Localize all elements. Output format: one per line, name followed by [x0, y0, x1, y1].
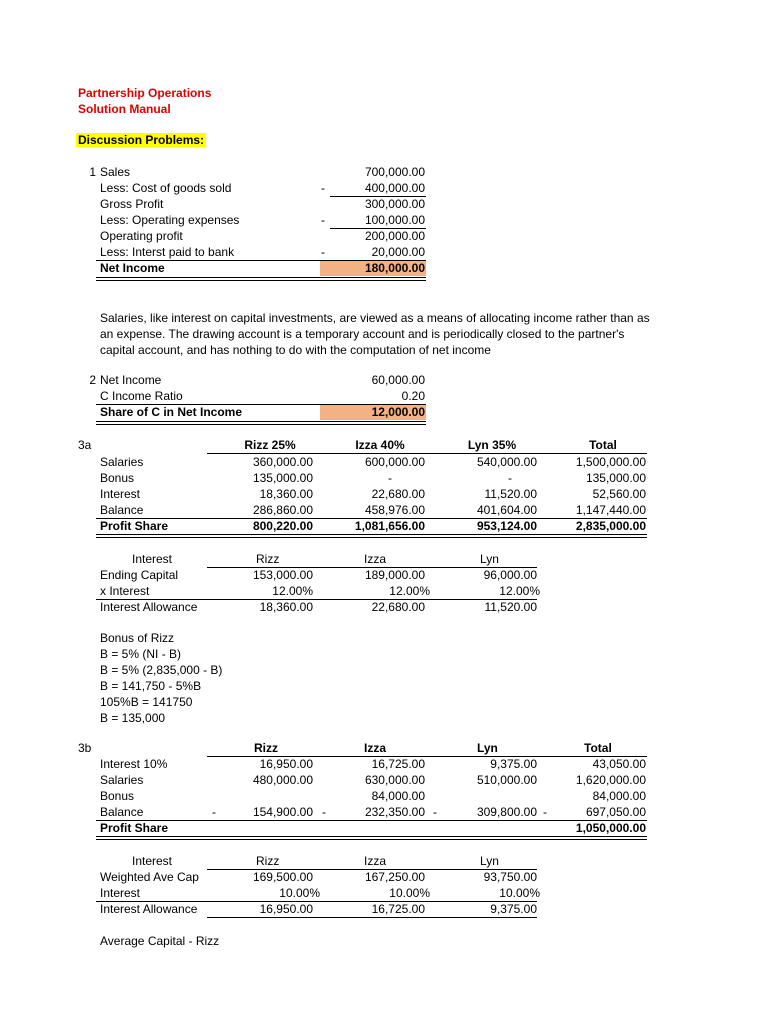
- p2-label: Net Income: [100, 373, 162, 387]
- cell: 1,081,656.00: [354, 519, 425, 533]
- cell: 1,050,000.00: [575, 821, 646, 835]
- p1-label: Gross Profit: [100, 197, 164, 211]
- double-underline: [96, 421, 426, 425]
- p1-value: 300,000.00: [364, 197, 425, 211]
- cell: 232,350.00: [364, 805, 425, 819]
- problem-number: 2: [89, 373, 96, 387]
- minus-sign: -: [321, 245, 325, 259]
- cell: 697,050.00: [585, 805, 646, 819]
- cell: 10.00%: [279, 886, 320, 900]
- col-header: Izza: [364, 854, 387, 868]
- minus-sign: -: [321, 181, 325, 195]
- problem-number: 3b: [78, 741, 92, 755]
- col-header: Total: [584, 741, 612, 755]
- problem-number: 3a: [78, 438, 92, 452]
- cell: 43,050.00: [592, 757, 646, 771]
- minus-sign: -: [212, 805, 216, 819]
- minus-sign: -: [433, 805, 437, 819]
- cell: 135,000.00: [585, 471, 646, 485]
- cell: -: [388, 471, 392, 485]
- cell: 154,900.00: [252, 805, 313, 819]
- underline: [207, 453, 647, 454]
- col-header: Rizz: [254, 741, 278, 755]
- cell: 18,360.00: [259, 600, 313, 614]
- cell: 800,220.00: [252, 519, 313, 533]
- col-header: Lyn: [480, 552, 499, 566]
- cell: 16,950.00: [259, 902, 313, 916]
- underline: [207, 917, 537, 918]
- bonus-line: B = 5% (2,835,000 - B): [100, 663, 223, 677]
- bonus-line: B = 5% (NI - B): [100, 647, 182, 661]
- minus-sign: -: [543, 805, 547, 819]
- minus-sign: -: [321, 213, 325, 227]
- cell: 12.00%: [499, 584, 540, 598]
- row-label: Salaries: [100, 455, 144, 469]
- cell: 22,680.00: [371, 487, 425, 501]
- row-label: Bonus: [100, 471, 135, 485]
- cell: 600,000.00: [364, 455, 425, 469]
- row-label: Profit Share: [100, 519, 169, 533]
- cell: 540,000.00: [476, 455, 537, 469]
- double-underline: [96, 277, 426, 281]
- cell: 135,000.00: [252, 471, 313, 485]
- cell: 630,000.00: [364, 773, 425, 787]
- row-label: x Interest: [100, 584, 150, 598]
- problem-number: 1: [89, 165, 96, 179]
- cell: 12.00%: [389, 584, 430, 598]
- col-header: Lyn: [480, 854, 499, 868]
- bonus-line: B = 141,750 - 5%B: [100, 679, 202, 693]
- cell: 10.00%: [499, 886, 540, 900]
- cell: 153,000.00: [252, 568, 313, 582]
- cell: 360,000.00: [252, 455, 313, 469]
- share-value: 12,000.00: [371, 405, 425, 419]
- cell: 953,124.00: [476, 519, 537, 533]
- p1-note: Salaries, like interest on capital investments, are viewed as a means of allocating income rather than as an expense. The drawing account is a temporary account and is periodically closed to the partner's capital account, and has nothing to do with the computation of net income: [100, 311, 650, 357]
- cell: 84,000.00: [592, 789, 646, 803]
- net-income-value: 180,000.00: [364, 261, 425, 275]
- row-label: Interest: [100, 487, 141, 501]
- minus-sign: -: [322, 805, 326, 819]
- cell: 16,950.00: [259, 757, 313, 771]
- col-header: Izza 40%: [355, 438, 405, 452]
- bonus-line: 105%B = 141750: [100, 695, 193, 709]
- row-label: Salaries: [100, 773, 144, 787]
- cell: 10.00%: [389, 886, 430, 900]
- cell: 401,604.00: [476, 503, 537, 517]
- cell: 286,860.00: [252, 503, 313, 517]
- bonus-line: Bonus of Rizz: [100, 631, 175, 645]
- cell: 1,620,000.00: [575, 773, 646, 787]
- cell: 11,520.00: [484, 600, 537, 614]
- cell: 22,680.00: [371, 600, 425, 614]
- document-title: Partnership Operations: [78, 86, 212, 100]
- cell: 11,520.00: [484, 487, 537, 501]
- double-underline: [96, 836, 647, 840]
- cell: 480,000.00: [252, 773, 313, 787]
- net-income-label: Net Income: [100, 261, 165, 275]
- cell: 309,800.00: [476, 805, 537, 819]
- cell: 52,560.00: [592, 487, 646, 501]
- p1-value: 700,000.00: [364, 165, 425, 179]
- cell: 458,976.00: [364, 503, 425, 517]
- cell: 169,500.00: [252, 870, 313, 884]
- cell: -: [508, 471, 512, 485]
- col-header: Izza: [364, 552, 387, 566]
- cell: 189,000.00: [364, 568, 425, 582]
- interest-title: Interest: [132, 854, 173, 868]
- p1-label: Less: Operating expenses: [100, 213, 240, 227]
- double-underline: [96, 534, 647, 538]
- col-header: Total: [589, 438, 617, 452]
- p1-label: Operating profit: [100, 229, 183, 243]
- cell: 18,360.00: [259, 487, 313, 501]
- row-label: Profit Share: [100, 821, 169, 835]
- col-header: Rizz: [256, 854, 280, 868]
- row-label: Weighted Ave Cap: [100, 870, 199, 884]
- cell: 1,500,000.00: [575, 455, 646, 469]
- p1-label: Less: Interst paid to bank: [100, 245, 235, 259]
- cell: 2,835,000.00: [575, 519, 646, 533]
- cell: 12.00%: [272, 584, 313, 598]
- row-label: Balance: [100, 503, 144, 517]
- cell: 84,000.00: [371, 789, 425, 803]
- p1-label: Less: Cost of goods sold: [100, 181, 232, 195]
- cell: 9,375.00: [490, 757, 537, 771]
- section-heading: [76, 133, 206, 148]
- row-label: Ending Capital: [100, 568, 179, 582]
- p1-value: 200,000.00: [364, 229, 425, 243]
- bonus-line: B = 135,000: [100, 711, 166, 725]
- p2-value: 60,000.00: [371, 373, 425, 387]
- row-label: Bonus: [100, 789, 135, 803]
- discussion-heading: Discussion Problems:: [78, 133, 205, 147]
- col-header: Rizz: [256, 552, 280, 566]
- p1-value: 400,000.00: [364, 181, 425, 195]
- col-header: Rizz 25%: [244, 438, 296, 452]
- cell: 96,000.00: [483, 568, 537, 582]
- cell: 510,000.00: [476, 773, 537, 787]
- col-header: Lyn 35%: [467, 438, 517, 452]
- share-label: Share of C in Net Income: [100, 405, 243, 419]
- row-label: Interest: [100, 886, 141, 900]
- row-label: Interest 10%: [100, 757, 168, 771]
- p1-label: Sales: [100, 165, 131, 179]
- document-subtitle: Solution Manual: [78, 102, 171, 116]
- p1-value: 20,000.00: [371, 245, 425, 259]
- cell: 16,725.00: [371, 902, 425, 916]
- cell: 1,147,440.00: [575, 503, 646, 517]
- average-capital-label: Average Capital - Rizz: [100, 934, 220, 948]
- cell: 93,750.00: [483, 870, 537, 884]
- p2-label: C Income Ratio: [100, 389, 183, 403]
- col-header: Izza: [364, 741, 387, 755]
- row-label: Interest Allowance: [100, 902, 198, 916]
- p2-value: 0.20: [401, 389, 425, 403]
- cell: 167,250.00: [364, 870, 425, 884]
- cell: 9,375.00: [490, 902, 537, 916]
- row-label: Balance: [100, 805, 144, 819]
- row-label: Interest Allowance: [100, 600, 198, 614]
- p1-value: 100,000.00: [364, 213, 425, 227]
- interest-title: Interest: [132, 552, 173, 566]
- cell: 16,725.00: [371, 757, 425, 771]
- col-header: Lyn: [477, 741, 498, 755]
